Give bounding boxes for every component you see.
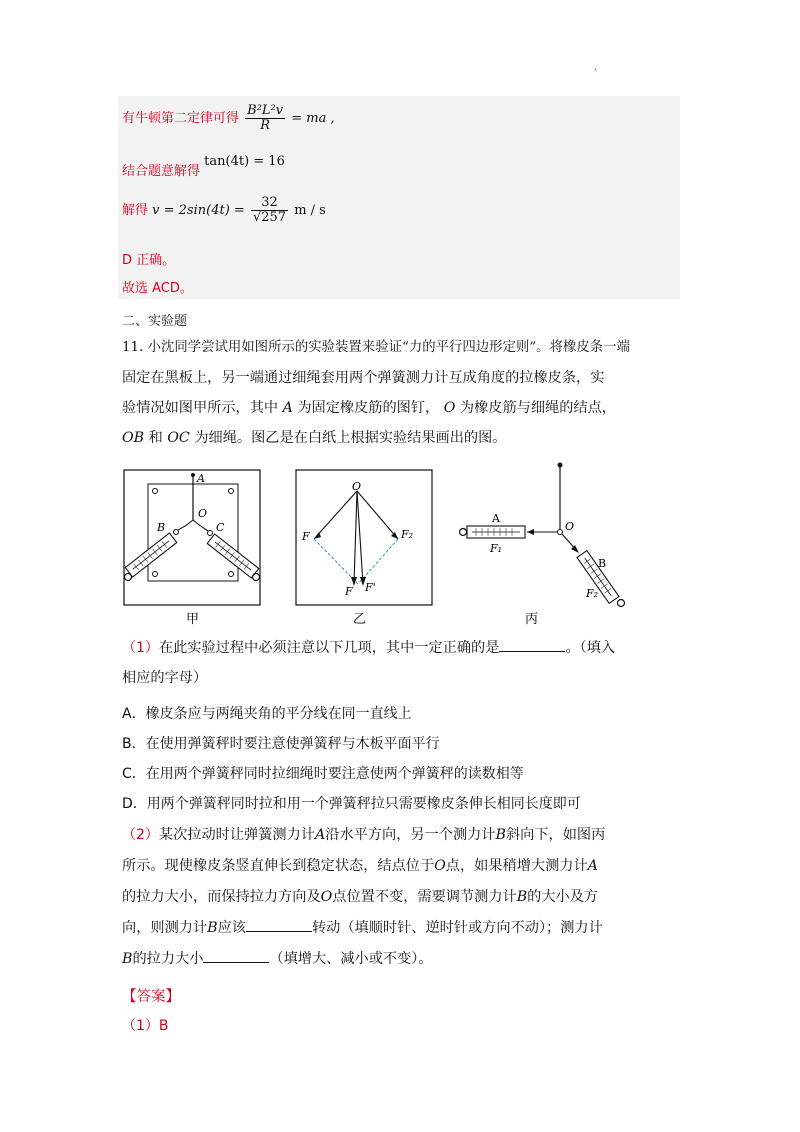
caption-bing: 丙 (525, 612, 539, 627)
text: 点位置不变，需要调节测力计 (332, 889, 517, 905)
solution-text: 有牛顿第二定律可得 (122, 111, 240, 126)
symbol: B (122, 951, 133, 967)
fraction (245, 104, 285, 133)
symbol: O (320, 889, 333, 905)
sub2-line (122, 944, 680, 975)
solution-line-4: D 正确。 (122, 253, 176, 268)
text: 某次拉动时让弹簧测力计 (158, 827, 315, 843)
option-d: D．用两个弹簧秤同时拉和用一个弹簧秤拉只需要橡皮条伸长相同长度即可 (122, 796, 581, 812)
symbol: A (282, 400, 293, 416)
label-B: B (598, 557, 607, 570)
label-B: B (157, 521, 166, 534)
label-F1: F₁ (490, 542, 503, 555)
symbol: OC (167, 430, 190, 446)
sub-number: （1） (122, 640, 159, 656)
solution-line-2 (122, 150, 285, 179)
unit: m / s (294, 203, 326, 218)
sub-question-2 (122, 820, 680, 975)
symbol: OB (122, 430, 145, 446)
answer-1: （1）B (122, 1018, 169, 1034)
label-A: A (197, 472, 205, 485)
caption-yi: 乙 (353, 612, 367, 627)
section-title: 二、实验题 (122, 314, 188, 329)
text: 的拉力大小，而保持拉力方向及 (122, 889, 321, 905)
sub2-line (122, 851, 680, 882)
sub1-line: 相应的字母） (122, 670, 208, 686)
fraction (251, 196, 288, 225)
symbol: B (207, 920, 218, 936)
symbol: A (587, 858, 598, 874)
symbol: A (315, 827, 326, 843)
figure-yi (296, 470, 432, 627)
solution-line-3 (122, 196, 326, 225)
text: 。（填入 (565, 640, 616, 656)
equation: tan(4t) = 16 (204, 154, 285, 169)
text: 向，则测力计 (122, 920, 208, 936)
solution-line-5: 故选 ACD。 (122, 281, 193, 296)
fraction-denominator: R (260, 118, 271, 133)
stem-line (122, 393, 680, 423)
question-stem (122, 333, 680, 453)
label-F1: F (302, 530, 310, 543)
text: 沿水平方向，另一个测力计 (325, 827, 496, 843)
sub-question-1 (122, 633, 680, 693)
text: 为固定橡皮筋的图钉， (297, 400, 440, 416)
label-F: F (345, 585, 353, 598)
answer-blank[interactable] (203, 948, 269, 963)
text: 验情况如图甲所示，其中 (122, 400, 279, 416)
option-a: A．橡皮条应与两绳夹角的平分线在同一直线上 (122, 706, 412, 722)
text: 为细绳。图乙是在白纸上根据实验结果画出的图。 (194, 430, 507, 446)
sub-number: （2） (122, 827, 159, 843)
figure-bing (460, 463, 625, 628)
text: 转动（填顺时针、逆时针或方向不动）；测力计 (311, 920, 603, 936)
solution-text: 解得 (122, 203, 149, 218)
fraction-denominator: √257 (252, 210, 287, 225)
label-O: O (198, 507, 208, 520)
sub1-line (122, 633, 680, 663)
option-b: B．在使用弹簧秤时要注意使弹簧秤与木板平面平行 (122, 736, 440, 752)
label-O: O (352, 480, 362, 493)
solution-text: 结合题意解得 (122, 164, 201, 179)
label-A: A (492, 512, 500, 525)
answer-blank[interactable] (246, 917, 312, 932)
text: 点，如果稍增大测力计 (445, 858, 588, 874)
figure-jia (124, 470, 260, 627)
symbol: O (434, 858, 446, 874)
answer-label: 【答案】 (122, 989, 180, 1005)
text: 的拉力大小 (132, 951, 204, 967)
text: 在此实验过程中必须注意以下几项，其中一定正确的是 (158, 640, 500, 656)
stem-line (122, 423, 680, 453)
experiment-figures (0, 460, 800, 630)
text: 和 (148, 430, 163, 446)
text: 斜向下，如图丙 (505, 827, 606, 843)
text: 的大小及方 (527, 889, 599, 905)
label-F2: F₂ (401, 528, 414, 541)
sub2-line (122, 820, 680, 851)
label-O: O (565, 520, 575, 533)
stem-line: 固定在黑板上，另一端通过细绳套用两个弹簧测力计互成角度的拉橡皮条，实 (122, 370, 605, 386)
text: 应该 (217, 920, 246, 936)
symbol: B (516, 889, 528, 905)
label-F-prime: F' (365, 581, 376, 594)
text: 所示。现使橡皮条竖直伸长到稳定状态，结点位于 (122, 858, 435, 874)
label-F2: F₂ (586, 587, 599, 600)
equation-lhs: v = 2sin(4t) = (152, 203, 245, 218)
equation-rhs: = ma , (291, 111, 335, 126)
sub2-line (122, 913, 680, 944)
label-C: C (216, 521, 225, 534)
fraction-numerator: 32 (251, 196, 288, 211)
text: （填增大、减小或不变）。 (269, 951, 433, 967)
sub2-line (122, 882, 680, 913)
fraction-numerator: B²L²v (247, 103, 284, 118)
page-mark: . (594, 62, 598, 73)
answer-blank[interactable] (499, 637, 565, 652)
text: 为橡皮筋与细绳的结点， (459, 400, 616, 416)
option-c: C．在用两个弹簧秤同时拉细绳时要注意使两个弹簧秤的读数相等 (122, 766, 524, 782)
caption-jia: 甲 (186, 612, 200, 627)
symbol: B (495, 827, 506, 843)
board-outer (124, 470, 260, 605)
solution-line-1 (122, 104, 335, 133)
stem-line: 11. 小沈同学尝试用如图所示的实验装置来验证“力的平行四边形定则”。将橡皮条一端 (122, 340, 630, 355)
symbol: O (443, 400, 456, 416)
